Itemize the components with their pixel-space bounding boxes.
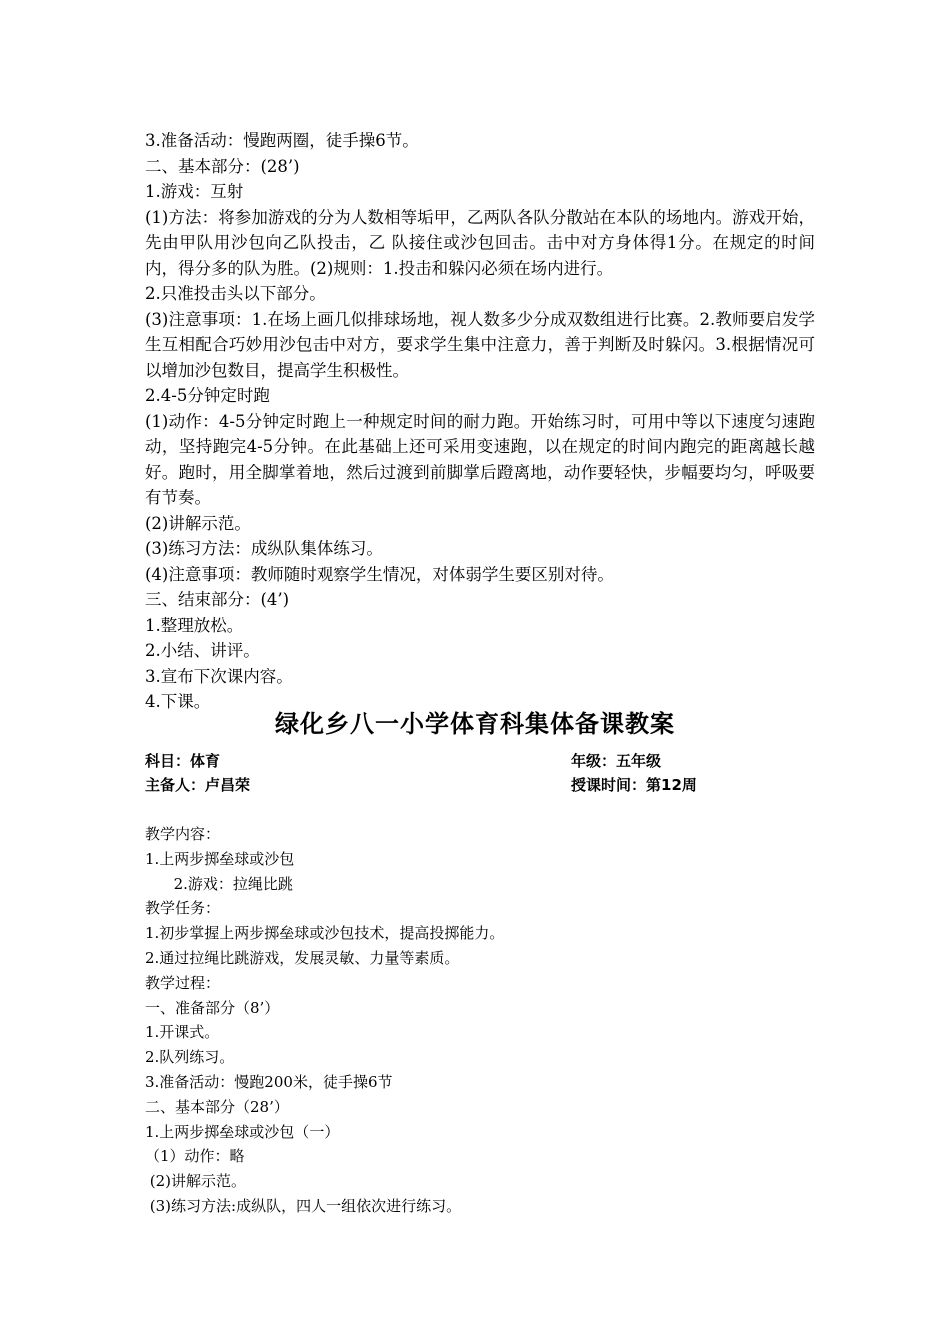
lesson-plan-body [145, 822, 815, 1219]
paragraph: 2.游戏：拉绳比跳 [145, 874, 293, 893]
section-heading: 二、基本部分：(28’) [145, 156, 300, 176]
paragraph: (3)练习方法：成纵队集体练习。 [145, 539, 383, 558]
paragraph: (3)注意事项：1.在场上画几似排球场地，视人数多少分成双数组进行比赛。2.教师要启发学生互相配合巧妙用沙包击中对方，要求学生集中注意力，善于判断及时躲闪。3.根据情况可以增加沙包数目，提高学生积极性。 [145, 309, 815, 380]
paragraph: 1.整理放松。 [145, 615, 244, 635]
paragraph: 3.宣布下次课内容。 [145, 666, 293, 686]
paragraph: （1）动作：略 [145, 1147, 245, 1166]
page-title: 绿化乡八一小学体育科集体备课教案 [275, 710, 675, 738]
preparer-label: 主备人：卢昌荣 [145, 776, 251, 794]
section-heading: 二、基本部分（28’） [145, 1097, 289, 1116]
paragraph: 2.队列练习。 [145, 1048, 235, 1067]
paragraph: 2.小结、讲评。 [145, 641, 260, 660]
paragraph: 教学任务： [145, 899, 221, 918]
paragraph: (2)讲解示范。 [145, 1172, 247, 1191]
section-heading: 三、结束部分：(4’) [145, 590, 290, 609]
paragraph: (1)动作：4-5分钟定时跑上一种规定时间的耐力跑。开始练习时，可用中等以下速度匀速跑动，坚持跑完4-5分钟。在此基础上还可采用变速跑，以在规定的时间内跑完的距离越长越好。跑时，用全脚掌着地，然后过渡到前脚掌后蹬离地，动作要轻快，步幅要均匀，呼吸要有节奏。 [145, 411, 815, 507]
paragraph: (2)讲解示范。 [145, 513, 251, 533]
paragraph: 教学内容： [145, 825, 221, 843]
paragraph: 3.准备活动：慢跑200米，徒手操6节 [145, 1072, 393, 1091]
paragraph: 2.只准投击头以下部分。 [145, 284, 326, 303]
paragraph: 2.4-5分钟定时跑 [145, 386, 270, 405]
time-label: 授课时间：第12周 [571, 776, 697, 794]
paragraph: (4)注意事项：教师随时观察学生情况，对体弱学生要区别对待。 [145, 564, 614, 584]
lesson-plan-continued [145, 128, 815, 715]
subject-label: 科目：体育 [145, 752, 221, 770]
grade-label: 年级：五年级 [571, 752, 662, 770]
paragraph: 1.初步掌握上两步掷垒球或沙包技术，提高投掷能力。 [145, 924, 505, 943]
paragraph: 1.上两步掷垒球或沙包（一） [145, 1122, 340, 1141]
paragraph: 3.准备活动：慢跑两圈，徒手操6节。 [145, 131, 419, 150]
paragraph: 4.下课。 [145, 692, 211, 711]
paragraph: 1.上两步掷垒球或沙包 [145, 849, 295, 868]
paragraph: 2.通过拉绳比跳游戏，发展灵敏、力量等素质。 [145, 948, 460, 967]
paragraph: (3)练习方法:成纵队，四人一组依次进行练习。 [145, 1196, 462, 1215]
paragraph: 1.开课式。 [145, 1023, 220, 1042]
meta-row [145, 774, 815, 798]
section-heading: 一、准备部分（8’） [145, 998, 280, 1017]
meta-row [145, 750, 815, 774]
paragraph: (1)方法：将参加游戏的分为人数相等垢甲，乙两队各队分散站在本队的场地内。游戏开始，先由甲队用沙包向乙队投击，乙 队接住或沙包回击。击中对方身体得1分。在规定的时间内，得分多的队为胜。(2)规则：1.投击和躲闪必须在场内进行。 [145, 207, 815, 278]
paragraph: 1.游戏：互射 [145, 182, 244, 201]
paragraph: 教学过程： [145, 973, 221, 992]
